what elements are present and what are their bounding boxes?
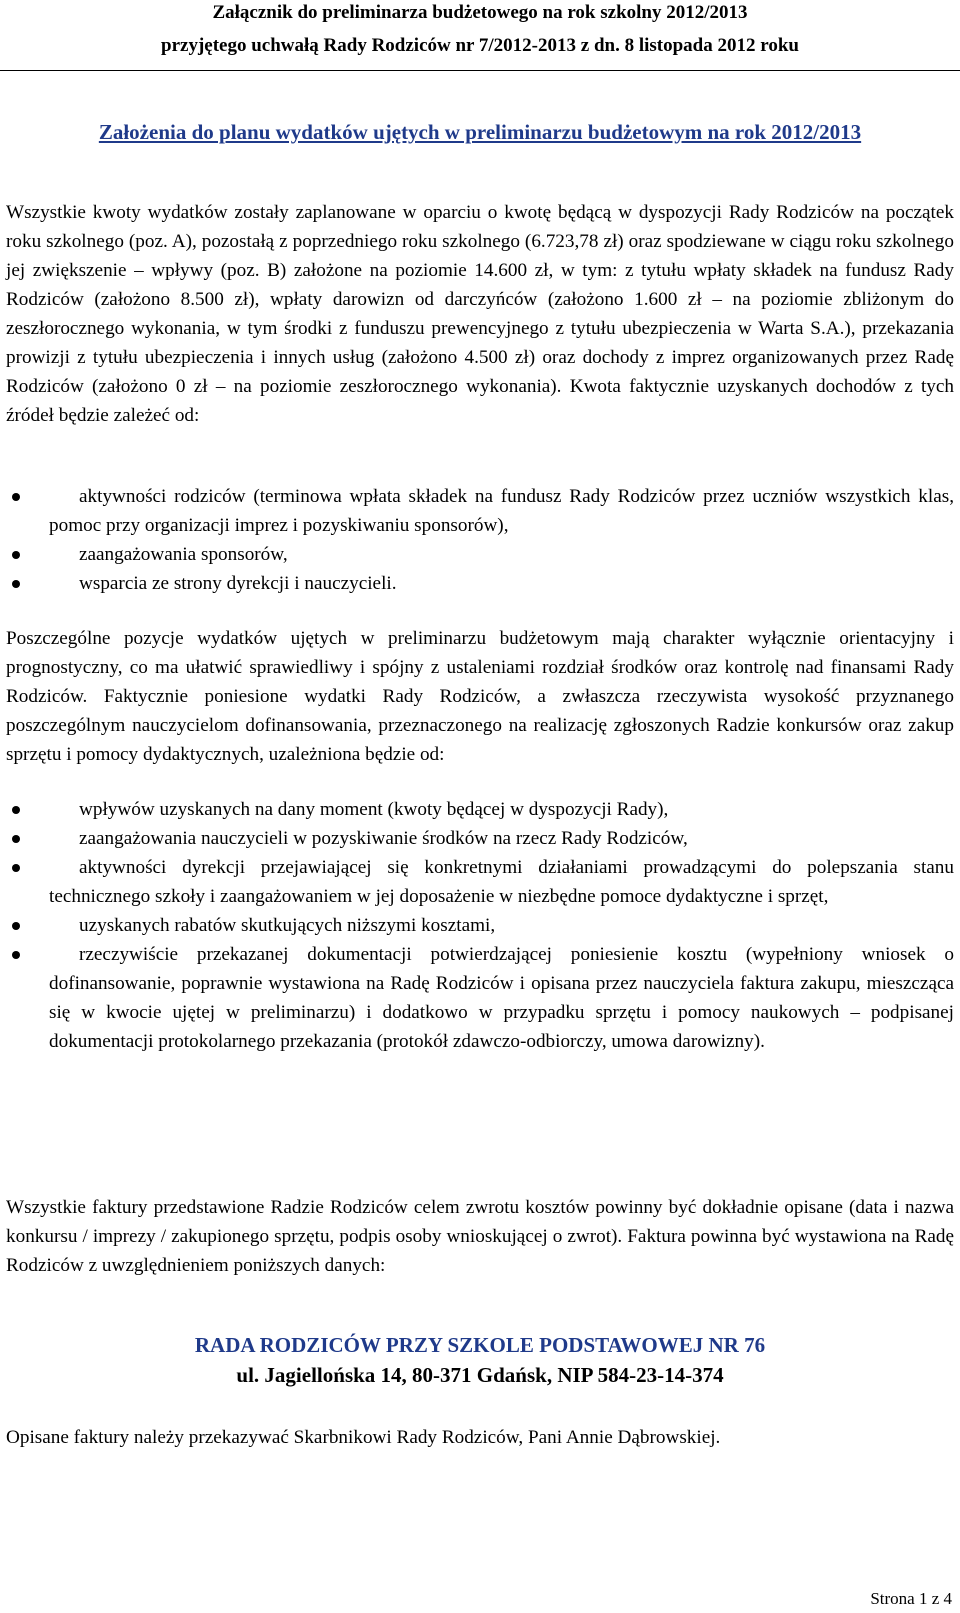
list-item (6, 482, 954, 540)
list-item-text: uzyskanych rabatów skutkujących niższymi kosztami, (79, 915, 496, 936)
income-factors-list (6, 482, 954, 598)
bullet-icon (12, 580, 20, 588)
invoice-recipient-name: RADA RODZICÓW PRZY SZKOLE PODSTAWOWEJ NR 76 (194, 1333, 766, 1357)
list-item-text: wpływów uzyskanych na dany moment (kwoty będącej w dyspozycji Rady), (79, 799, 669, 820)
list-item-text: rzeczywiście przekazanej dokumentacji potwierdzającej poniesienie kosztu (wypełniony wniosek o dofinansowanie, poprawnie wystawiona na Radę Rodziców i opisana przez nauczyciela faktura zakupu, mieszcząca się w kwocie ujętej w preliminarzu) i dodatkowo w przypadku sprzętu i pomocy naukowych – podpisanej dokumentacji protokolarnego przekazania (protokół zdawczo-odbiorczy, umowa darowizny). (49, 944, 954, 1052)
list-item-text: aktywności dyrekcji przejawiającej się konkretnymi działaniami prowadzącymi do polepszania stanu technicznego szkoły i zaangażowaniem w jej doposażenie w niezbędne pomoce dydaktyczne i sprzęt, (49, 857, 954, 907)
list-item (6, 795, 954, 824)
bullet-icon (12, 922, 20, 930)
paragraph-income-assumptions: Wszystkie kwoty wydatków zostały zaplanowane w oparciu o kwotę będącą w dyspozycji Rady Rodziców na początek roku szkolnego (poz. A), pozostałą z poprzedniego roku szkolnego (6.723,78 zł) oraz spodziewane w ciągu roku szkolnego jej zwiększenie – wpływy (poz. B) założone na poziomie 14.600 zł, w tym: z tytułu wpłaty składek na fundusz Rady Rodziców (założono 8.500 zł), wpłaty darowizn od darczyńców (założono 1.600 zł – na poziomie zbliżonym do zeszłorocznego wykonania, w tym środki z funduszu prewencyjnego z tytułu ubezpieczenia w Warta S.A.), przekazania prowizji z tytułu ubezpieczenia i innych usług (założono 4.500 zł) oraz dochody z imprez organizowanych przez Radę Rodziców (założono 0 zł – na poziomie zeszłorocznego wykonania). Kwota faktycznie uzyskanych dochodów z tych źródeł będzie zależeć od: (6, 202, 954, 426)
bullet-icon (12, 493, 20, 501)
list-item (6, 540, 954, 569)
list-item (6, 853, 954, 911)
invoice-recipient-address: ul. Jagiellońska 14, 80-371 Gdańsk, NIP 584-23-14-374 (236, 1363, 724, 1387)
bullet-icon (12, 951, 20, 959)
list-item (6, 569, 954, 598)
list-item (6, 824, 954, 853)
list-item-text: wsparcia ze strony dyrekcji i nauczycieli. (79, 573, 397, 594)
list-item-text: aktywności rodziców (terminowa wpłata składek na fundusz Rady Rodziców przez uczniów wszystkich klas, pomoc przy organizacji imprez i pozyskiwaniu sponsorów), (49, 486, 954, 536)
list-item-text: zaangażowania sponsorów, (79, 544, 288, 565)
header-line-1: Załącznik do preliminarza budżetowego na rok szkolny 2012/2013 (212, 2, 748, 23)
header-line-2: przyjętego uchwałą Rady Rodziców nr 7/2012-2013 z dn. 8 listopada 2012 roku (161, 35, 799, 56)
bullet-icon (12, 835, 20, 843)
bullet-icon (12, 864, 20, 872)
paragraph-invoice-delivery: Opisane faktury należy przekazywać Skarbnikowi Rady Rodziców, Pani Annie Dąbrowskiej. (6, 1427, 721, 1448)
header-divider (0, 70, 960, 71)
document-title: Założenia do planu wydatków ujętych w preliminarzu budżetowym na rok 2012/2013 (98, 120, 862, 144)
list-item (6, 911, 954, 940)
paragraph-expense-positions: Poszczególne pozycje wydatków ujętych w preliminarzu budżetowym mają charakter wyłącznie orientacyjny i prognostyczny, co ma ułatwić sprawiedliwy i spójny z ustaleniami rozdział środków oraz kontrolę nad finansami Rady Rodziców. Faktycznie poniesione wydatki Rady Rodziców, a zwłaszcza rzeczywista wysokość przyznanego poszczególnym nauczycielom dofinansowania, przeznaczonego na realizację zgłoszonych Radzie konkursów oraz zakup sprzętu i pomocy dydaktycznych, uzależniona będzie od: (6, 628, 954, 765)
page-number: Strona 1 z 4 (870, 1589, 952, 1608)
bullet-icon (12, 806, 20, 814)
list-item-text: zaangażowania nauczycieli w pozyskiwanie środków na rzecz Rady Rodziców, (79, 828, 688, 849)
expense-factors-list (6, 795, 954, 1056)
list-item (6, 940, 954, 1056)
bullet-icon (12, 551, 20, 559)
paragraph-invoice-requirements: Wszystkie faktury przedstawione Radzie Rodziców celem zwrotu kosztów powinny być dokładnie opisane (data i nazwa konkursu / imprezy / zakupionego sprzętu, podpis osoby wnioskującej o zwrot). Faktura powinna być wystawiona na Radę Rodziców z uwzględnieniem poniższych danych: (6, 1197, 954, 1276)
